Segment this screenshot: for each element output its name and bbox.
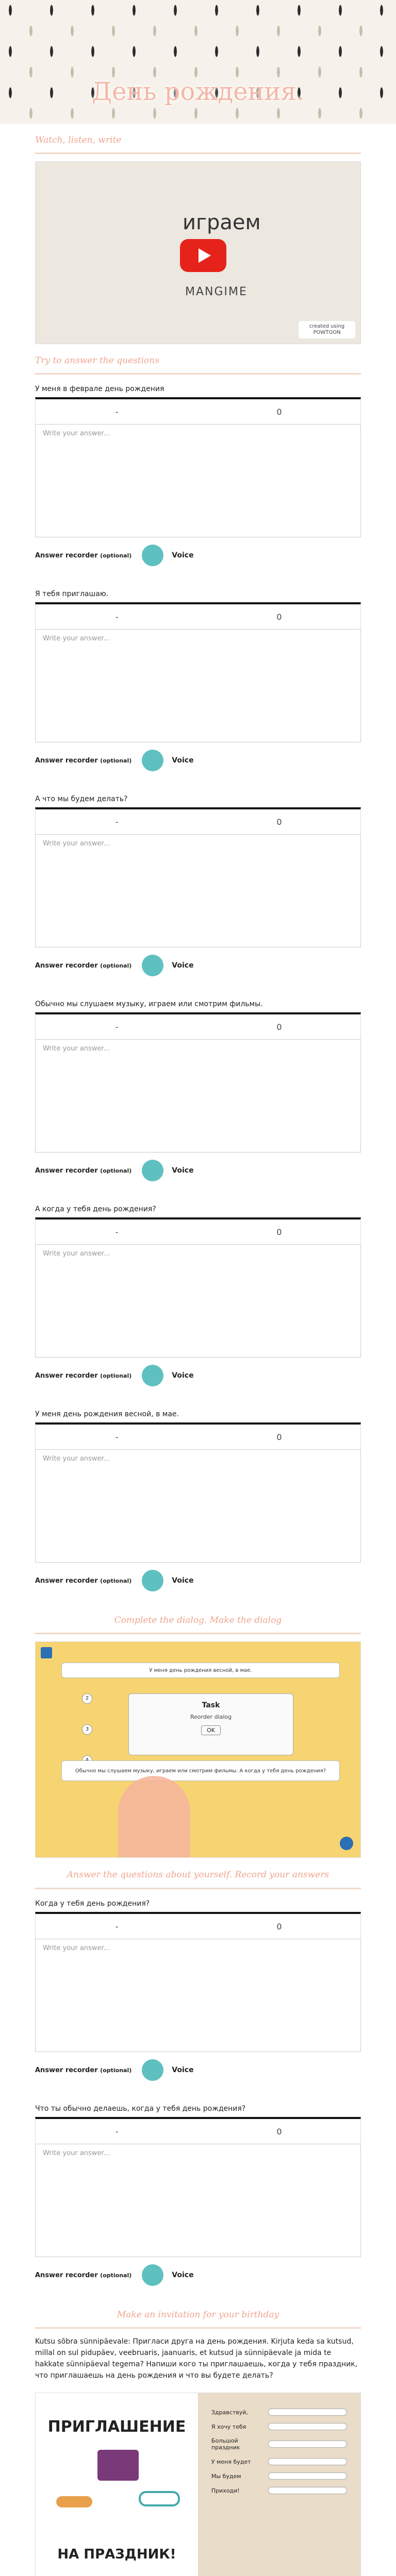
answer-toolbar	[35, 1012, 361, 1039]
zero-button[interactable]: 0	[276, 406, 282, 417]
question-block	[35, 1410, 361, 1591]
play-icon[interactable]	[180, 239, 226, 272]
question-text: А что мы будем делать?	[35, 795, 128, 803]
invitation-field[interactable]	[211, 2458, 347, 2465]
answer-recorder	[35, 545, 361, 566]
ok-button[interactable]: OK	[201, 1725, 221, 1735]
question-block	[35, 1900, 361, 2081]
invitation-field[interactable]	[211, 2437, 347, 2451]
recorder-label: Answer recorder (optional)	[35, 1577, 132, 1585]
field-input[interactable]	[268, 2487, 347, 2494]
field-label: Здравствуй,	[211, 2409, 248, 2416]
answer-recorder	[35, 1160, 361, 1181]
recorder-label: Answer recorder (optional)	[35, 961, 132, 970]
next-icon[interactable]	[340, 1837, 353, 1850]
minus-button[interactable]: -	[115, 1022, 119, 1032]
recorder-label: Answer recorder (optional)	[35, 756, 132, 765]
recorder-label: Answer recorder (optional)	[35, 1166, 132, 1175]
field-input[interactable]	[268, 2458, 347, 2465]
microphone-icon[interactable]	[142, 1160, 163, 1181]
voice-label: Voice	[172, 1577, 194, 1585]
video-heading: Watch, listen, write	[35, 135, 122, 145]
answer-textarea[interactable]: Write your answer...	[35, 1449, 361, 1563]
field-label: У меня будет	[211, 2458, 251, 2465]
invitation-subtitle: НА ПРАЗДНИК!	[57, 2547, 176, 2562]
final-instructions: Kutsu sõbra sünnipäevale: Пригласи друга на день рождения. Kirjuta keda sa kutsud, millal on sul pidupäev, veebruaris, jaanuaris, et kutsud ja sünnipäevale ja mida te hakkate sünnipäeval tegema? Напиши кого ты приглашаешь, когда у тебя праздник, что приглашаешь на день рождения и что вы будете делать?	[35, 2337, 358, 2380]
microphone-icon[interactable]	[142, 955, 163, 976]
question-block	[35, 795, 361, 976]
task-dialog	[128, 1693, 293, 1755]
final-heading: Make an invitation for your birthday	[117, 2310, 279, 2320]
recorder-label: Answer recorder (optional)	[35, 551, 132, 560]
field-input[interactable]	[268, 2441, 347, 2448]
microphone-icon[interactable]	[142, 1365, 163, 1386]
zero-button[interactable]: 0	[276, 612, 282, 622]
answer-toolbar	[35, 2117, 361, 2144]
question-text: А когда у тебя день рождения?	[35, 1205, 156, 1213]
microphone-icon[interactable]	[142, 750, 163, 771]
question-block	[35, 385, 361, 566]
microphone-icon[interactable]	[142, 2059, 163, 2081]
answer-recorder	[35, 2059, 361, 2081]
question-list-2	[0, 1900, 396, 2286]
invitation-field[interactable]	[211, 2409, 347, 2416]
minus-button[interactable]: -	[115, 1227, 119, 1237]
question-block	[35, 2105, 361, 2286]
invitation-form	[198, 2393, 360, 2576]
minus-button[interactable]: -	[115, 817, 119, 827]
hat-icon	[97, 2450, 139, 2481]
hand-icon	[118, 1776, 190, 1858]
recorder-label: Answer recorder (optional)	[35, 1371, 132, 1380]
microphone-icon[interactable]	[142, 545, 163, 566]
task-subtitle: Reorder dialog	[190, 1714, 232, 1720]
field-label: Большой праздник	[211, 2437, 240, 2451]
answer-recorder	[35, 955, 361, 976]
answer-toolbar	[35, 1422, 361, 1449]
field-label: Я хочу тебя	[211, 2423, 246, 2430]
answer-textarea[interactable]: Write your answer...	[35, 834, 361, 947]
minus-button[interactable]: -	[115, 1432, 119, 1442]
powtoon-badge: created using POWTOON	[299, 321, 355, 338]
answer-textarea[interactable]: Write your answer...	[35, 1939, 361, 2052]
invitation-title: ПРИГЛАШЕНИЕ	[47, 2418, 186, 2436]
task-title: Task	[202, 1701, 220, 1709]
invitation-left	[36, 2393, 198, 2576]
voice-label: Voice	[172, 1166, 194, 1175]
recorder-label: Answer recorder (optional)	[35, 2066, 132, 2074]
zero-button[interactable]: 0	[276, 1432, 282, 1442]
zero-button[interactable]: 0	[276, 1921, 282, 1931]
answer-toolbar	[35, 1217, 361, 1244]
answer-toolbar	[35, 397, 361, 424]
voice-label: Voice	[172, 961, 194, 970]
answer-recorder	[35, 750, 361, 771]
second-heading: Answer the questions about yourself. Record your answers	[67, 1870, 329, 1880]
dialog-line[interactable]: Обычно мы слушаем музыку, играем или смотрим фильмы. А когда у тебя день рождения?	[61, 1760, 340, 1781]
answer-recorder	[35, 1365, 361, 1386]
voice-label: Voice	[172, 2271, 194, 2279]
field-input[interactable]	[268, 2423, 347, 2430]
zero-button[interactable]: 0	[276, 2126, 282, 2137]
voice-label: Voice	[172, 2066, 194, 2074]
microphone-icon[interactable]	[142, 2264, 163, 2286]
invitation-field[interactable]	[211, 2423, 347, 2430]
voice-label: Voice	[172, 756, 194, 765]
question-block	[35, 1000, 361, 1181]
field-input[interactable]	[268, 2472, 347, 2480]
answer-textarea[interactable]: Write your answer...	[35, 1039, 361, 1153]
dialog-line[interactable]: У меня день рождения весной, в мае.	[61, 1663, 340, 1678]
answer-textarea[interactable]: Write your answer...	[35, 1244, 361, 1358]
microphone-icon[interactable]	[142, 1570, 163, 1591]
field-label: Приходи!	[211, 2487, 240, 2494]
answer-recorder	[35, 2264, 361, 2286]
question-text: Когда у тебя день рождения?	[35, 1900, 150, 1908]
question-text: У меня в феврале день рождения	[35, 385, 164, 393]
board-heading: Complete the dialog. Make the dialog	[114, 1615, 282, 1625]
answer-recorder	[35, 1570, 361, 1591]
voice-label: Voice	[172, 551, 194, 560]
field-input[interactable]	[268, 2409, 347, 2416]
invitation-card	[35, 2393, 361, 2576]
question-text: Я тебя приглашаю.	[35, 590, 109, 598]
question-text: Что ты обычно делаешь, когда у тебя день рождения?	[35, 2105, 246, 2113]
answer-textarea[interactable]: Write your answer...	[35, 2144, 361, 2257]
page-title: День рождения.	[91, 77, 305, 106]
zero-button[interactable]: 0	[276, 817, 282, 827]
menu-icon[interactable]	[41, 1647, 52, 1658]
question-text: Обычно мы слушаем музыку, играем или смотрим фильмы.	[35, 1000, 263, 1008]
recorder-label: Answer recorder (optional)	[35, 2271, 132, 2279]
minus-button[interactable]: -	[115, 1921, 119, 1931]
answer-toolbar	[35, 807, 361, 834]
voice-label: Voice	[172, 1371, 194, 1380]
answer-toolbar	[35, 602, 361, 629]
item-number: 2	[82, 1693, 92, 1704]
invitation-field[interactable]	[211, 2472, 347, 2480]
video-text-line2: MANGIME	[185, 285, 248, 298]
zero-button[interactable]: 0	[276, 1227, 282, 1237]
video-text-line1: играем	[183, 211, 261, 234]
banner	[0, 0, 396, 124]
glasses-icon	[139, 2491, 180, 2506]
question-block	[35, 1205, 361, 1386]
item-number: 3	[82, 1724, 92, 1735]
question-list	[0, 385, 396, 1591]
answer-toolbar	[35, 1912, 361, 1939]
question-text: У меня день рождения весной, в мае.	[35, 1410, 179, 1418]
mustache-icon	[56, 2496, 92, 2507]
minus-button[interactable]: -	[115, 612, 119, 622]
invitation-field[interactable]	[211, 2487, 347, 2494]
reorder-task-board[interactable]	[35, 1641, 361, 1858]
video-player[interactable]	[35, 161, 361, 344]
field-label: Мы будем	[211, 2472, 241, 2480]
questions-heading: Try to answer the questions	[35, 355, 159, 366]
minus-button[interactable]: -	[115, 2126, 119, 2137]
answer-textarea[interactable]: Write your answer...	[35, 424, 361, 537]
question-block	[35, 590, 361, 771]
answer-textarea[interactable]: Write your answer...	[35, 629, 361, 742]
zero-button[interactable]: 0	[276, 1022, 282, 1032]
minus-button[interactable]: -	[115, 406, 119, 417]
